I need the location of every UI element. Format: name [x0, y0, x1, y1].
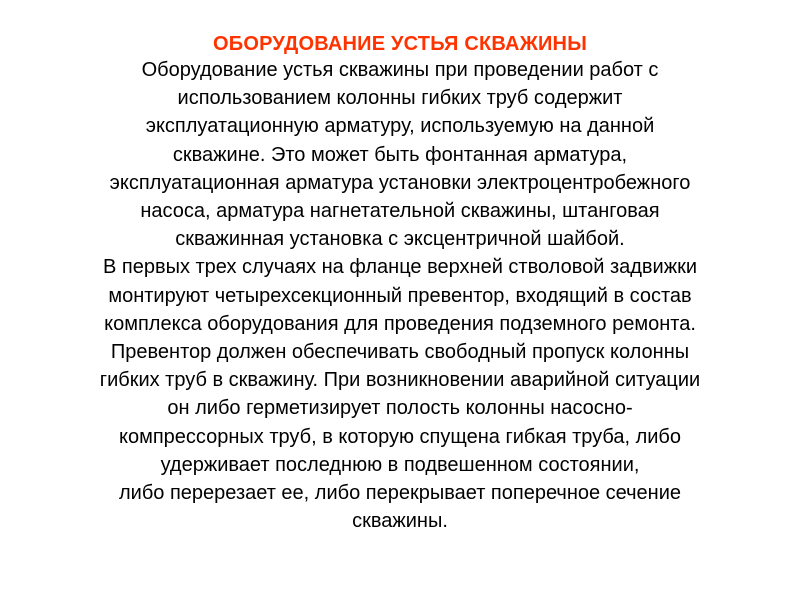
slide-body	[40, 56, 760, 535]
slide-title: ОБОРУДОВАНИЕ УСТЬЯ СКВАЖИНЫ	[213, 33, 587, 55]
body-line: насоса, арматура нагнетательной скважины, штанговая	[140, 200, 660, 223]
body-line: удерживает последнюю в подвешенном состоянии,	[160, 453, 640, 476]
body-line: В первых трех случаях на фланце верхней стволовой задвижки	[102, 256, 698, 279]
body-line: гибких труб в скважину. При возникновении аварийной ситуации	[99, 369, 701, 392]
body-line: либо перерезает ее, либо перекрывает поперечное сечение	[118, 482, 682, 505]
body-line: эксплуатационная арматура установки электроцентробежного	[109, 171, 691, 194]
body-line: скважины.	[352, 510, 448, 533]
body-line: использованием колонны гибких труб содержит	[177, 87, 623, 110]
body-line: Оборудование устья скважины при проведении работ с	[141, 59, 659, 81]
body-line: скважине. Это может быть фонтанная арматура,	[172, 143, 628, 166]
body-line: комплекса оборудования для проведения подземного ремонта.	[104, 312, 696, 335]
body-line: компрессорных труб, в которую спущена гибкая труба, либо	[118, 425, 682, 448]
body-line: эксплуатационную арматуру, используемую на данной	[145, 115, 655, 138]
body-line: Превентор должен обеспечивать свободный пропуск колонны	[110, 341, 690, 364]
body-line: монтируют четырехсекционный превентор, входящий в состав	[108, 284, 692, 307]
body-line: скважинная установка с эксцентричной шайбой.	[175, 228, 625, 251]
body-line: он либо герметизирует полость колонны насосно-	[167, 397, 633, 420]
